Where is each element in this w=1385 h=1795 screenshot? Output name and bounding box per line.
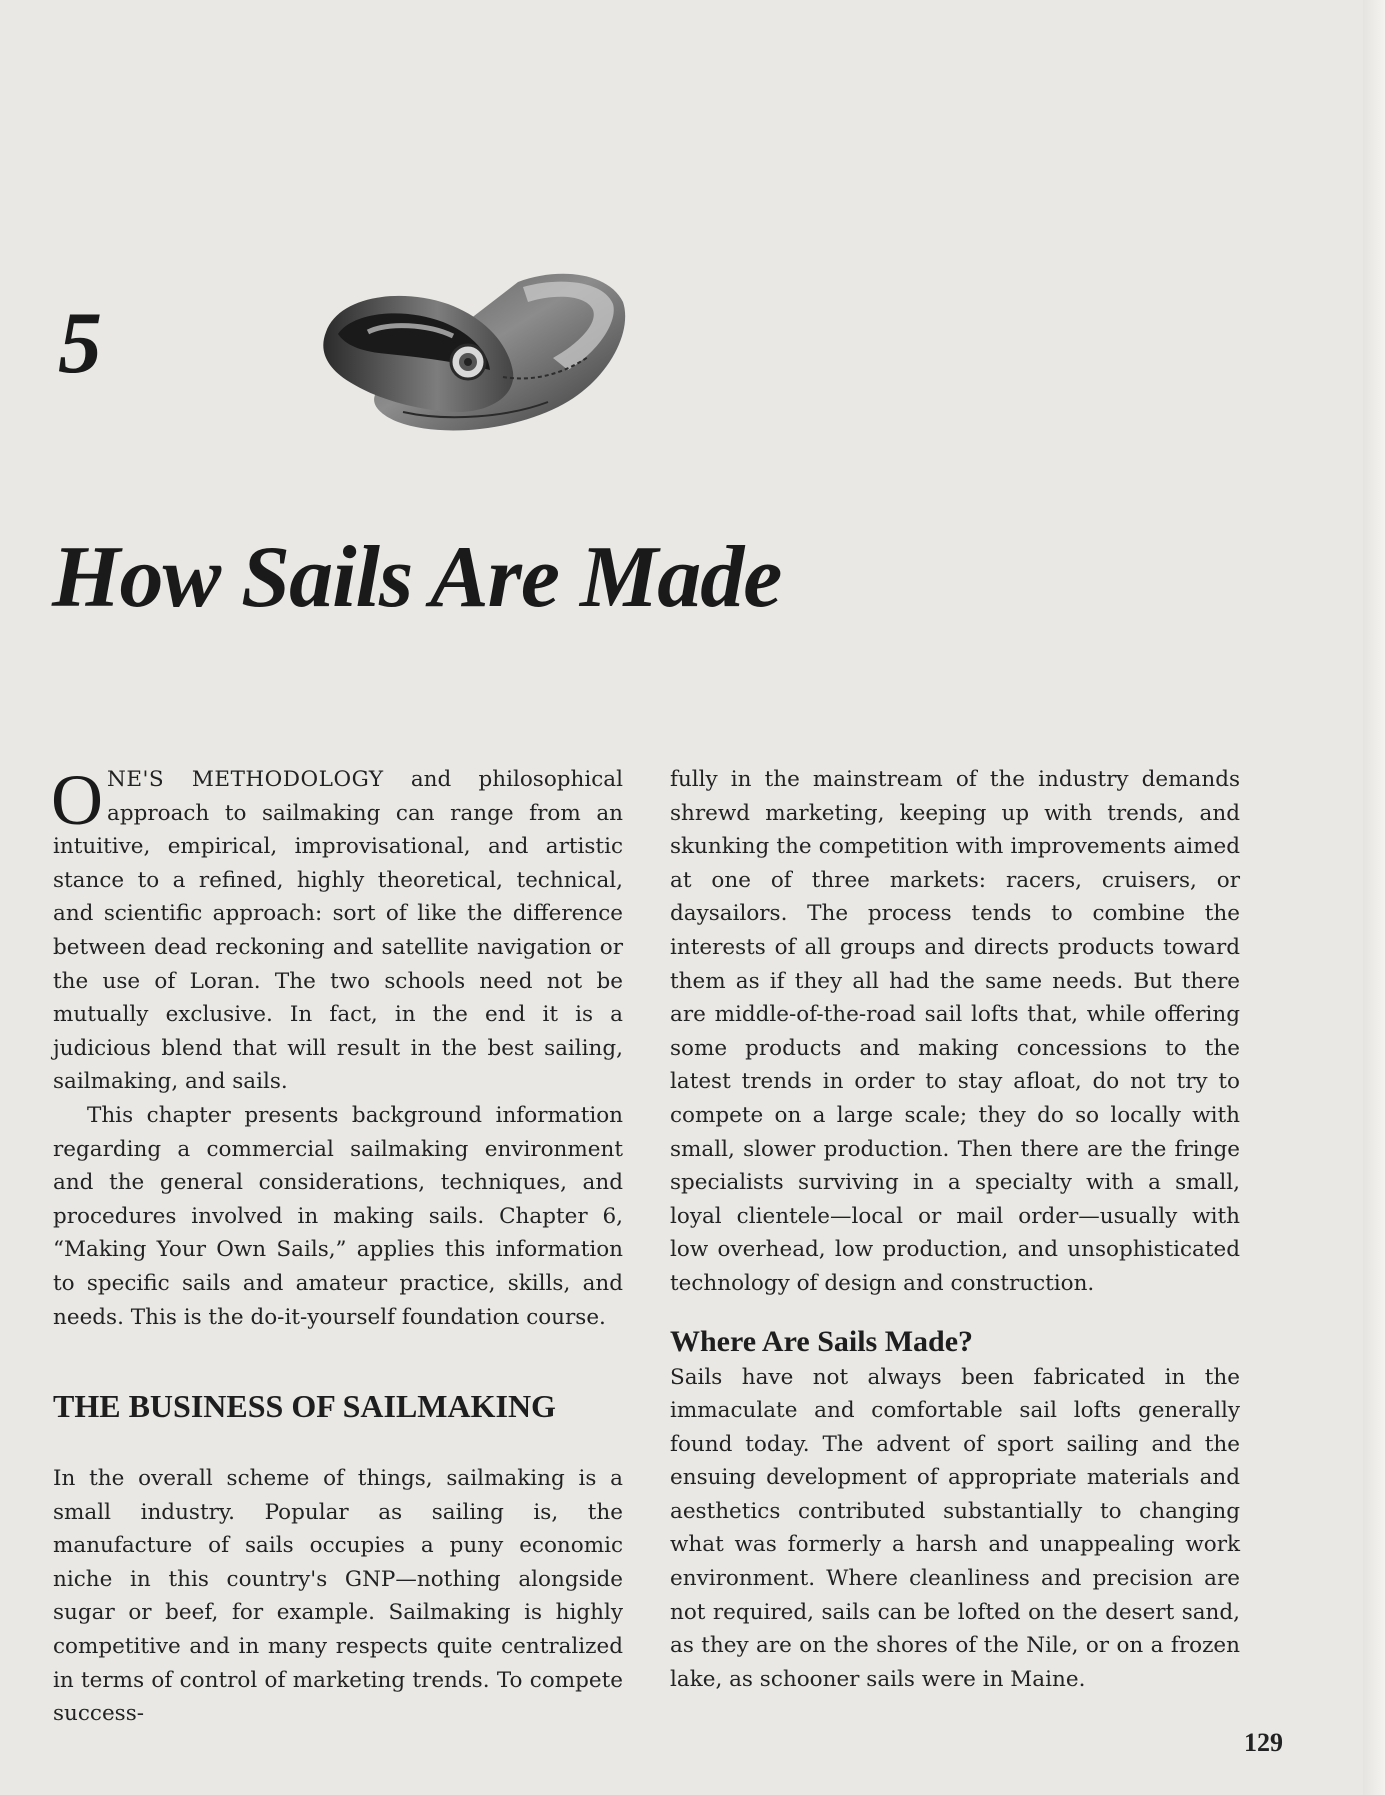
paragraph-mainstream: fully in the mainstream of the industry demands shrewd marketing, keeping up with trends, and skunking the competition with improvements aimed at one of three markets: racers, cruisers, or daysailors. The process tends to combine the interests of all groups and directs products toward them as if they all had the same needs. But there are middle-of-the-road sail lofts that, while offering some products and making concessions to the latest trends in order to stay afloat, do not try to compete on a large scale; they do so locally with small, slower production. Then there are the fringe specialists surviving in a specialty with a small, loyal clientele—local or mail order—usually with low overhead, low production, and unsophisticated technology of design and construction. bbox=[670, 767, 1240, 1296]
paragraph-chapter-overview: This chapter presents background information regarding a commercial sailmaking environment and the general considerations, techniques, and procedures involved in making sails. Chapter 6, “Making Your Own Sails,” applies this information to specific sails and amateur practice, skills, and needs. This is the do-it-yourself foundation course. bbox=[53, 1102, 623, 1330]
page-edge bbox=[1363, 0, 1385, 1795]
intro-lead: NE'S METHODOLOGY bbox=[107, 767, 384, 792]
intro-paragraph bbox=[51, 760, 623, 1099]
left-column bbox=[51, 760, 623, 1731]
sailmaker-palm-icon bbox=[308, 262, 633, 447]
page-number: 129 bbox=[1244, 1728, 1283, 1757]
subsection-heading: Where Are Sails Made? bbox=[670, 1324, 974, 1358]
paragraph-where-made: Sails have not always been fabricated in the immaculate and comfortable sail lofts generally found today. The advent of sport sailing and the ensuing development of appropriate materials and aesthetics contributed substantially to changing what was formerly a harsh and unappealing work environment. Where cleanliness and precision are not required, sails can be lofted on the desert sand, as they are on the shores of the Nile, or on a frozen lake, as schooner sails were in Maine. bbox=[670, 1364, 1240, 1692]
right-column bbox=[670, 763, 1240, 1696]
chapter-number: 5 bbox=[58, 295, 102, 392]
paragraph-business: In the overall scheme of things, sailmaking is a small industry. Popular as sailing is, the manufacture of sails occupies a puny economic niche in this country's GNP—nothing alongside sugar or beef, for example. Sailmaking is highly competitive and in many respects quite centralized in terms of control of marketing trends. To compete success- bbox=[53, 1466, 623, 1727]
intro-text: and philosophical approach to sailmaking can range from an intuitive, empirical, improvisational, and artistic stance to a refined, highly theoretical, technical, and scientific approach: sort of like the difference between dead reckoning and satellite navigation or the use of Loran. The two schools need not be mutually exclusive. In fact, in the end it is a judicious blend that will result in the best sailing, sailmaking, and sails. bbox=[53, 767, 623, 1095]
chapter-title: How Sails Are Made bbox=[52, 529, 782, 626]
section-heading: THE BUSINESS OF SAILMAKING bbox=[53, 1388, 556, 1425]
drop-cap: O bbox=[51, 760, 103, 840]
